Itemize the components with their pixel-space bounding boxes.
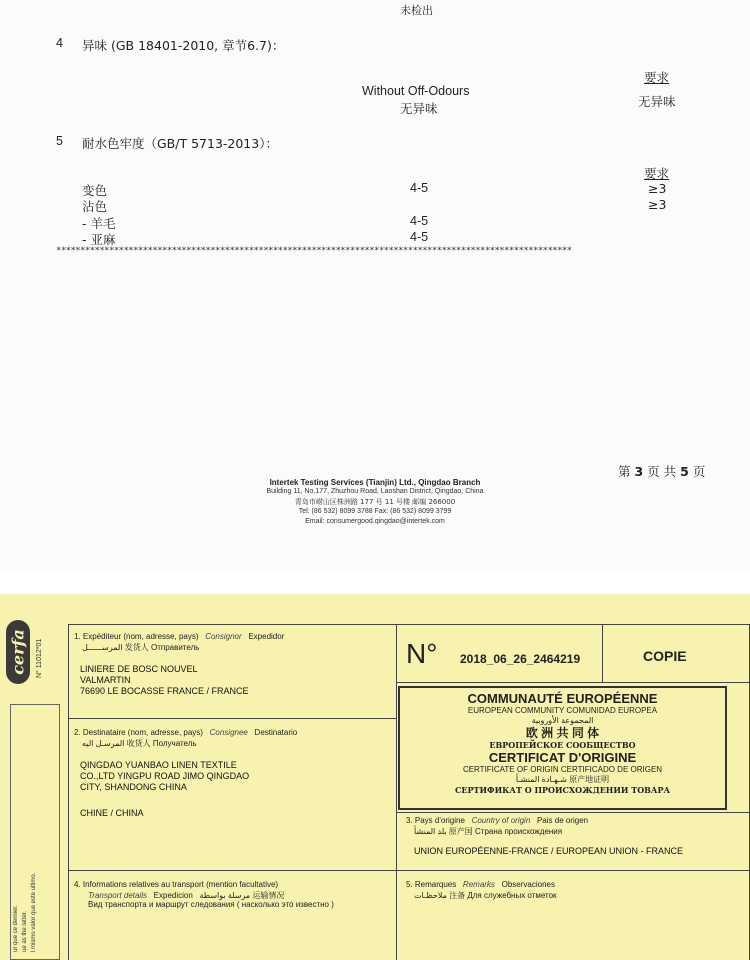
box2-label-multilingual: المرسـل اليه 收货人 Получатель xyxy=(82,739,197,748)
footer-company: Intertek Testing Services (Tianjin) Ltd., Qingdao Branch xyxy=(269,478,481,487)
row-value: 4-5 xyxy=(410,230,429,244)
lab-footer xyxy=(0,478,750,527)
consignee-line-1: QINGDAO YUANBAO LINEN TEXTILE xyxy=(80,760,237,770)
row-label: 变色 xyxy=(82,183,108,198)
cerfa-logo: cerfa xyxy=(6,620,30,684)
cert-title-en-es: CERTIFICATE OF ORIGIN CERTIFICADO DE ORIGEN xyxy=(462,765,663,774)
form-number: N° 11012*01 xyxy=(36,638,43,678)
number-bottom-line xyxy=(396,682,750,683)
consignee-country: CHINE / CHINA xyxy=(80,808,144,818)
box4-label-ru: Вид транспорта и маршрут следования ( насколько это известно ) xyxy=(88,900,334,909)
consignee-line-2: CO.,LTD YINGPU ROAD JIMO QINGDAO xyxy=(80,771,250,781)
consignor-name: LINIERE DE BOSC NOUVEL xyxy=(80,664,198,674)
eu-title-ar: المجموعة الأوروبية xyxy=(531,716,594,725)
row-value: 4-5 xyxy=(410,214,429,228)
eu-title-ru: ЕВРОПЕЙСКОЕ СООБЩЕСТВО xyxy=(489,740,636,750)
section-5-title: 耐水色牢度（GB/T 5713-2013）： xyxy=(82,136,278,151)
box3-label: 3. Pays d'origine Country of origin Pais de origen xyxy=(406,816,589,825)
country-of-origin-value: UNION EUROPÉENNE-FRANCE / EUROPEAN UNION - FRANCE xyxy=(414,846,684,856)
box1-label: 1. Expéditeur (nom, adresse, pays) Consignor Expedidor xyxy=(74,632,285,641)
section-4-number: 4 xyxy=(56,36,63,50)
copy-divider xyxy=(602,624,603,682)
box1-label-multilingual: المرســــــل 发货人 Отправитель xyxy=(82,643,200,652)
eu-bottom-line xyxy=(396,812,750,813)
footer-address-en: Building 11, No.177, Zhuzhou Road, Laoshan District, Qingdao, China xyxy=(266,488,484,495)
cert-left-strip xyxy=(0,594,64,960)
footer-tel: Tel: (86 532) 8099 3788 Fax: (86 532) 8099 3799 xyxy=(298,508,452,515)
page-prefix: 第 xyxy=(618,464,631,479)
box2-label: 2. Destinataire (nom, adresse, pays) Consignee Destinatario xyxy=(74,728,298,737)
box4-label-translations: Transport details Expedicion مرسلة بواسطة 运输情况 xyxy=(88,891,285,900)
side-notes: ur que ce dernier. ue as the latter. l mismo valor que este ultimo. xyxy=(13,872,37,952)
consignee-line-3: CITY, SHANDONG CHINA xyxy=(80,782,187,792)
eu-title-fr: COMMUNAUTÉ EUROPÉENNE xyxy=(467,691,658,706)
box5-label-multilingual: ملاحظـات 注备 Для служебных отметок xyxy=(414,891,557,900)
eu-heading-box xyxy=(398,686,727,810)
center-divider xyxy=(396,624,397,960)
page-total: 5 xyxy=(680,464,689,479)
copy-label: COPIE xyxy=(643,648,687,664)
partial-result-text: 未检出 xyxy=(400,4,433,17)
row-label: - 亚麻 xyxy=(82,232,116,247)
row-label: - 羊毛 xyxy=(82,216,116,231)
box1-bottom-line xyxy=(68,718,396,719)
cert-title-ar-cn: شـهـادة المنشـأ 原产地证明 xyxy=(515,775,610,784)
consignor-city: VALMARTIN xyxy=(80,675,131,685)
separator-line: *********************************************************************************************************** xyxy=(56,246,572,256)
section-5-requirement-header: 要求 xyxy=(644,166,670,181)
section-4-title: 异味 (GB 18401-2010, 章节6.7)： xyxy=(82,38,285,53)
box3-bottom-line xyxy=(68,870,750,871)
section-5-number: 5 xyxy=(56,134,63,148)
cert-title-fr: CERTIFICAT D'ORIGINE xyxy=(488,750,637,765)
section-4-result-cn: 无异味 xyxy=(400,101,438,116)
number-symbol: N° xyxy=(406,638,438,669)
section-4-requirement-header: 要求 xyxy=(644,70,670,85)
cert-title-ru: СЕРТИФИКАТ О ПРОИСХОЖДЕНИИ ТОВАРА xyxy=(455,785,670,795)
row-requirement: ≥3 xyxy=(648,181,667,196)
section-4-requirement-value: 无异味 xyxy=(638,94,676,109)
footer-email: Email: consumergood.qingdao@intertek.com xyxy=(305,518,445,525)
eu-title-en-es: EUROPEAN COMMUNITY COMUNIDAD EUROPEA xyxy=(467,706,658,715)
footer-address-cn: 青岛市崂山区株洲路 177 号 11 号楼 邮编 266000 xyxy=(294,498,456,506)
eu-title-cn: 欧 洲 共 同 体 xyxy=(525,726,600,740)
certificate-number: 2018_06_26_2464219 xyxy=(460,652,581,666)
consignor-address: 76690 LE BOCASSE FRANCE / FRANCE xyxy=(80,686,249,696)
page-mid: 页 共 xyxy=(647,464,677,479)
box4-label: 4. Informations relatives au transport (mention facultative) xyxy=(74,880,279,889)
box5-label: 5. Remarques Remarks Observaciones xyxy=(406,880,555,889)
page-suffix: 页 xyxy=(692,464,706,479)
box3-label-multilingual: بلد المنشأ 原产国 Страна происхождения xyxy=(414,827,563,836)
row-requirement: ≥3 xyxy=(648,197,667,212)
row-value: 4-5 xyxy=(410,181,429,195)
page-current: 3 xyxy=(634,464,644,479)
section-4-result-en: Without Off-Odours xyxy=(362,84,470,98)
certificate-of-origin xyxy=(0,594,750,960)
row-label: 沾色 xyxy=(82,199,108,214)
